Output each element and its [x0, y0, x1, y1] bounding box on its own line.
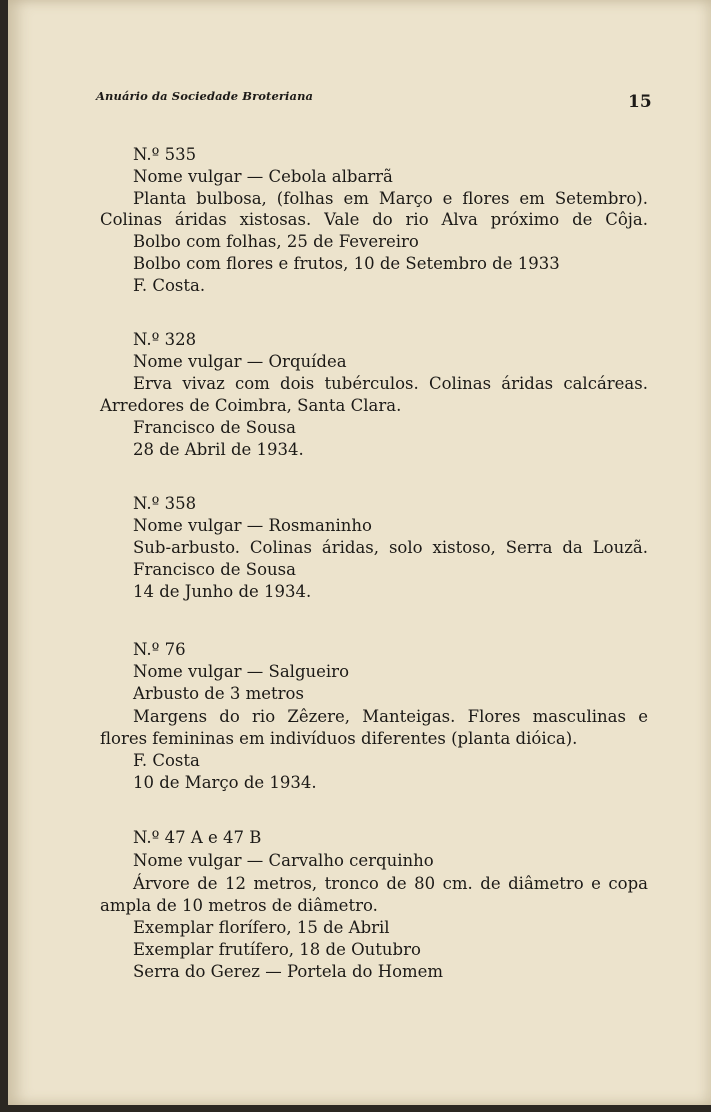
entry-number: N.º 358	[133, 494, 197, 513]
common-name-line: Nome vulgar — Salgueiro	[133, 662, 349, 681]
locality-line: Serra do Gerez — Portela do Homem	[133, 962, 444, 981]
date-line: 10 de Março de 1934.	[133, 773, 317, 792]
running-title: Anuário da Sociedade Broteriana	[96, 89, 314, 103]
description-line: Planta bulbosa, (folhas em Março e flores em Setembro).	[133, 189, 648, 208]
collector-line: Francisco de Sousa	[133, 560, 296, 579]
date-line: Bolbo com flores e frutos, 10 de Setembro de 1933	[133, 254, 560, 273]
entry-number: N.º 328	[133, 330, 197, 349]
entry-number: N.º 76	[133, 640, 186, 659]
description-line: flores femininas em indivíduos diferentes (planta dióica).	[100, 729, 578, 748]
collector-line: F. Costa.	[133, 276, 206, 295]
entry-number: N.º 535	[133, 145, 197, 164]
common-name-line: Nome vulgar — Rosmaninho	[133, 516, 372, 535]
description-line: Arredores de Coimbra, Santa Clara.	[100, 396, 402, 415]
description-line: Margens do rio Zêzere, Manteigas. Flores masculinas e	[133, 707, 648, 726]
date-line: 28 de Abril de 1934.	[133, 440, 304, 459]
description-line: Colinas áridas xistosas. Vale do rio Alva próximo de Côja.	[100, 210, 648, 229]
book-page	[8, 0, 711, 1105]
common-name-line: Nome vulgar — Cebola albarrã	[133, 167, 393, 186]
date-line: Exemplar florífero, 15 de Abril	[133, 918, 390, 937]
description-line: Arbusto de 3 metros	[133, 684, 304, 703]
collector-line: Francisco de Sousa	[133, 418, 296, 437]
date-line: Bolbo com folhas, 25 de Fevereiro	[133, 232, 419, 251]
common-name-line: Nome vulgar — Orquídea	[133, 352, 347, 371]
entry-number: N.º 47 A e 47 B	[133, 828, 262, 847]
description-line: Sub-arbusto. Colinas áridas, solo xistoso, Serra da Louzã.	[133, 538, 648, 557]
common-name-line: Nome vulgar — Carvalho cerquinho	[133, 851, 434, 870]
collector-line: F. Costa	[133, 751, 200, 770]
date-line: Exemplar frutífero, 18 de Outubro	[133, 940, 421, 959]
description-line: Erva vivaz com dois tubérculos. Colinas áridas calcáreas.	[133, 374, 648, 393]
description-line: ampla de 10 metros de diâmetro.	[100, 896, 378, 915]
description-line: Árvore de 12 metros, tronco de 80 cm. de diâmetro e copa	[133, 874, 648, 893]
date-line: 14 de Junho de 1934.	[133, 582, 312, 601]
page-number: 15	[628, 92, 652, 112]
